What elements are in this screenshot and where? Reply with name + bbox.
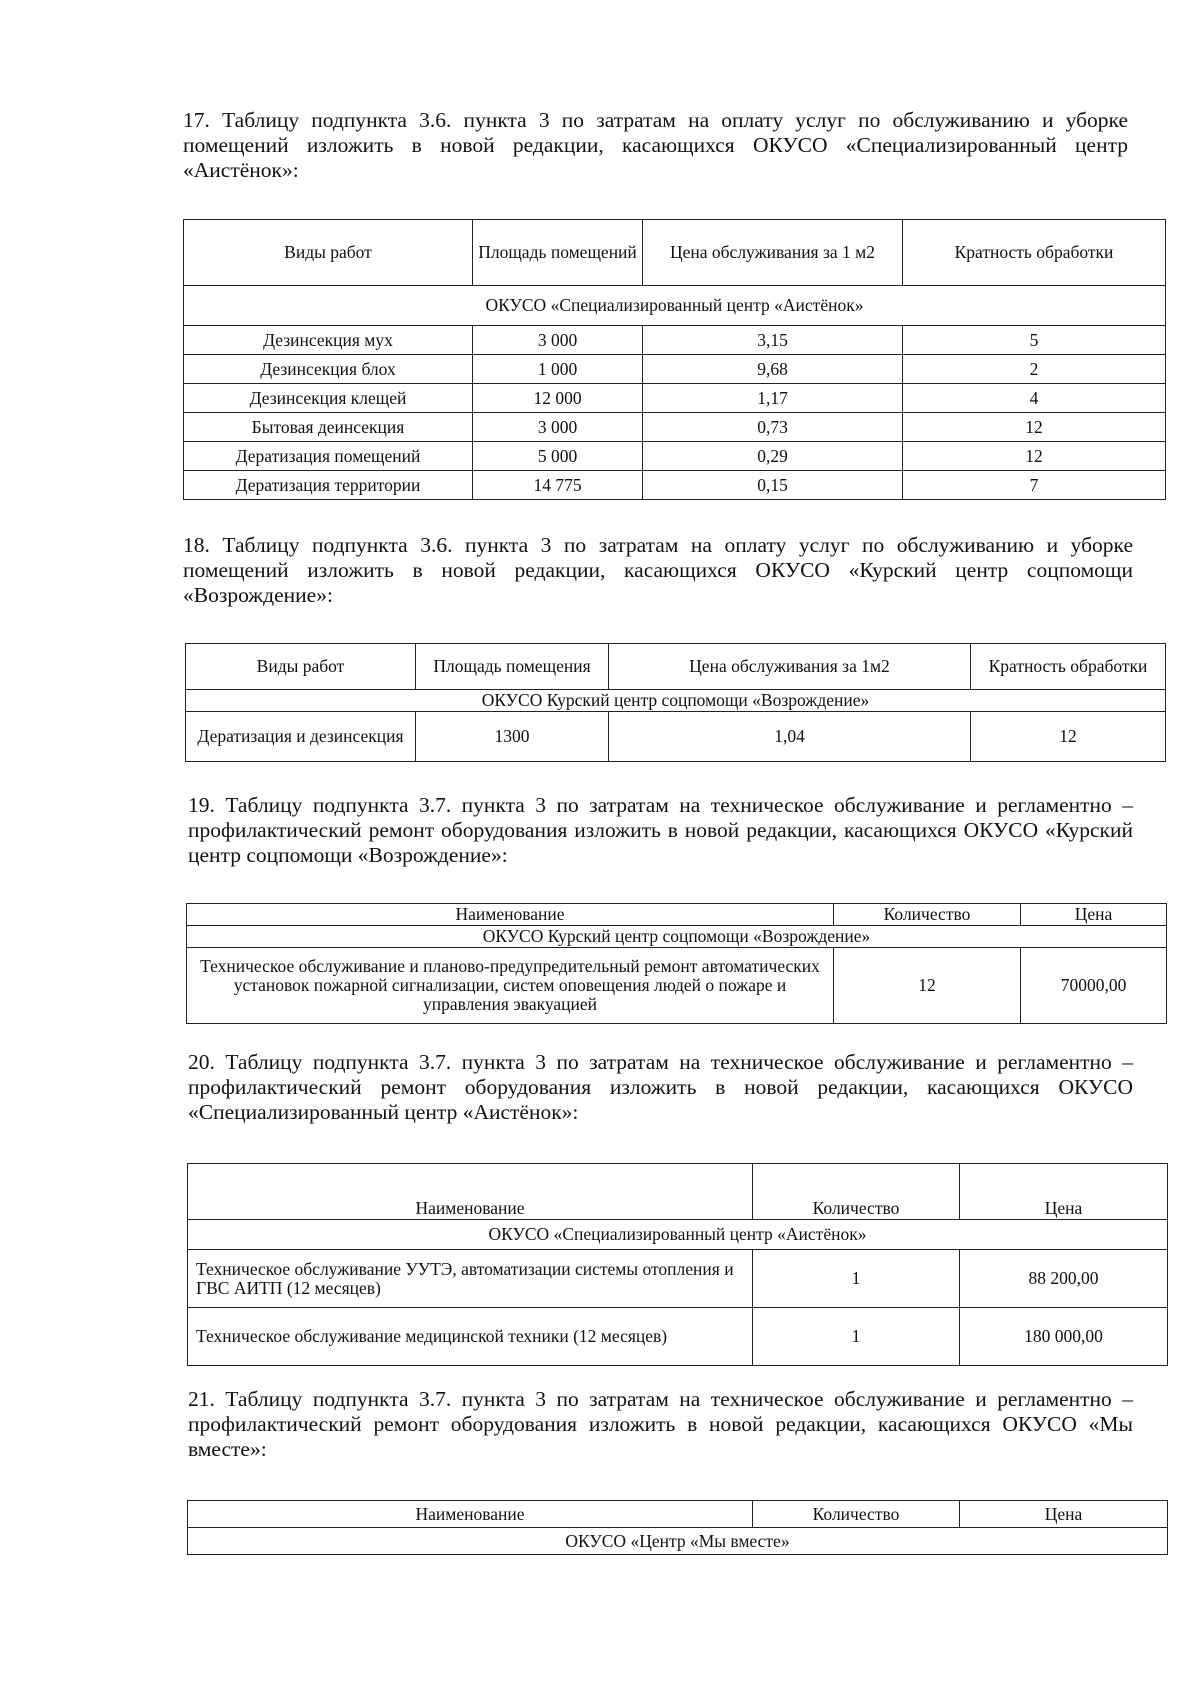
cell-work: Дезинсекция блох [184,355,473,384]
cell-work: Дезинсекция клещей [184,384,473,413]
header-area: Площадь помещений [473,220,643,286]
cell-area: 14 775 [473,471,643,500]
paragraph-21: 21. Таблицу подпункта 3.7. пункта 3 по затратам на техническое обслуживание и регламентно – профилактический ремонт оборудования изложить в новой редакции, касающихся ОКУСО «Мы вместе»: [188,1387,1133,1461]
cell-area: 1 000 [473,355,643,384]
cell-area: 3 000 [473,413,643,442]
paragraph-20: 20. Таблицу подпункта 3.7. пункта 3 по затратам на техническое обслуживание и регламентно – профилактический ремонт оборудования изложить в новой редакции, касающихся ОКУСО «Специализированный центр «Аистёнок»: [188,1050,1133,1124]
table-19 [186,903,1167,1024]
table-row [184,326,1166,355]
cell-frequency: 7 [903,471,1166,500]
header-quantity: Количество [753,1501,960,1528]
org-row: ОКУСО Курский центр соцпомощи «Возрождение» [187,926,1167,948]
cell-name: Техническое обслуживание и планово-предупредительный ремонт автоматических установок пожарной сигнализации, систем оповещения людей о пожаре и управления эвакуацией [187,948,834,1024]
table-row [186,712,1166,762]
cell-name: Техническое обслуживание УУТЭ, автоматизации системы отопления и ГВС АИТП (12 месяцев) [188,1250,753,1308]
paragraph-18: 18. Таблицу подпункта 3.6. пункта 3 по затратам на оплату услуг по обслуживанию и уборке помещений изложить в новой редакции, касающихся ОКУСО «Курский центр соцпомощи «Возрождение»: [183,533,1133,607]
header-quantity: Количество [753,1164,960,1220]
table-row [187,948,1167,1024]
cell-area: 12 000 [473,384,643,413]
org-row: ОКУСО «Специализированный центр «Аистёнок» [188,1220,1168,1250]
cell-name: Техническое обслуживание медицинской техники (12 месяцев) [188,1308,753,1366]
header-name: Наименование [188,1164,753,1220]
cell-price: 88 200,00 [960,1250,1168,1308]
header-price: Цена обслуживания за 1м2 [609,644,971,690]
header-work-type: Виды работ [184,220,473,286]
org-row: ОКУСО «Центр «Мы вместе» [188,1528,1168,1555]
org-row: ОКУСО «Специализированный центр «Аистёнок» [184,286,1166,326]
cell-price: 1,04 [609,712,971,762]
table-20 [187,1163,1168,1366]
cell-price: 180 000,00 [960,1308,1168,1366]
header-area: Площадь помещения [416,644,609,690]
header-price: Цена [960,1501,1168,1528]
cell-price: 0,73 [643,413,903,442]
cell-price: 3,15 [643,326,903,355]
header-name: Наименование [187,904,834,926]
header-price: Цена обслуживания за 1 м2 [643,220,903,286]
cell-frequency: 5 [903,326,1166,355]
header-frequency: Кратность обработки [903,220,1166,286]
cell-price: 70000,00 [1021,948,1167,1024]
cell-frequency: 4 [903,384,1166,413]
table-row [184,471,1166,500]
cell-area: 5 000 [473,442,643,471]
cell-work: Дератизация помещений [184,442,473,471]
org-row: ОКУСО Курский центр соцпомощи «Возрождение» [186,690,1166,712]
table-row [184,384,1166,413]
cell-work: Дератизация и дезинсекция [186,712,416,762]
paragraph-19: 19. Таблицу подпункта 3.7. пункта 3 по затратам на техническое обслуживание и регламентно – профилактический ремонт оборудования изложить в новой редакции, касающихся ОКУСО «Курский центр соцпомощи «Возрождение»: [188,793,1133,867]
cell-frequency: 12 [971,712,1166,762]
table-17 [183,219,1166,500]
cell-work: Дезинсекция мух [184,326,473,355]
cell-price: 0,15 [643,471,903,500]
cell-area: 1300 [416,712,609,762]
cell-work: Дератизация территории [184,471,473,500]
header-quantity: Количество [834,904,1021,926]
table-row [184,413,1166,442]
cell-price: 9,68 [643,355,903,384]
cell-frequency: 12 [903,413,1166,442]
cell-quantity: 1 [753,1308,960,1366]
cell-frequency: 12 [903,442,1166,471]
cell-area: 3 000 [473,326,643,355]
table-row [188,1250,1168,1308]
header-price: Цена [960,1164,1168,1220]
table-row [184,442,1166,471]
table-row [188,1308,1168,1366]
cell-price: 0,29 [643,442,903,471]
header-work-type: Виды работ [186,644,416,690]
cell-work: Бытовая деинсекция [184,413,473,442]
table-row [184,355,1166,384]
table-18 [185,643,1166,762]
header-price: Цена [1021,904,1167,926]
header-frequency: Кратность обработки [971,644,1166,690]
cell-frequency: 2 [903,355,1166,384]
table-21 [187,1500,1168,1555]
header-name: Наименование [188,1501,753,1528]
paragraph-17: 17. Таблицу подпункта 3.6. пункта 3 по затратам на оплату услуг по обслуживанию и уборке помещений изложить в новой редакции, касающихся ОКУСО «Специализированный центр «Аистёнок»: [183,108,1128,182]
cell-price: 1,17 [643,384,903,413]
cell-quantity: 1 [753,1250,960,1308]
cell-quantity: 12 [834,948,1021,1024]
